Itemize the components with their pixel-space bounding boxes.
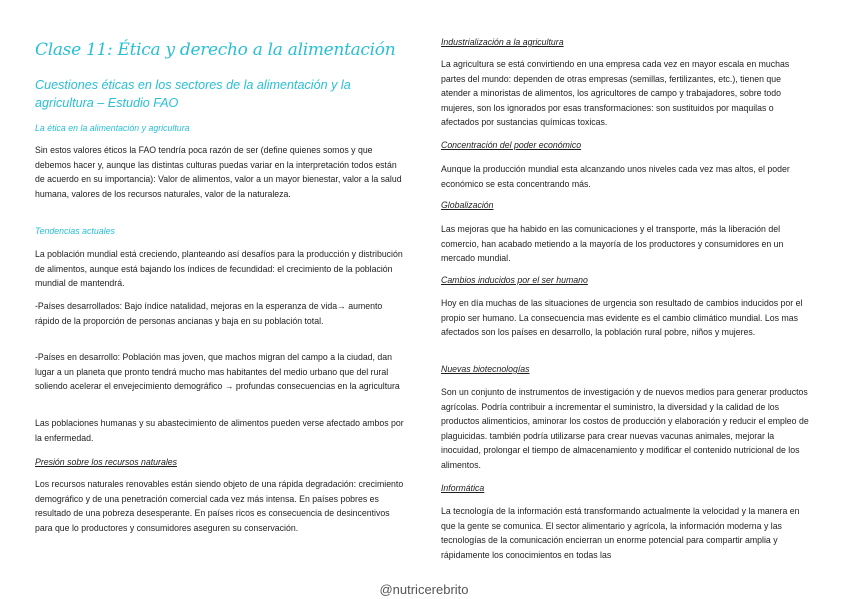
section-label-trends: Tendencias actuales <box>35 226 115 236</box>
heading-economic-power: Concentración del poder económico <box>441 140 582 150</box>
page-title: Clase 11: Ética y derecho a la alimentación <box>35 40 396 60</box>
paragraph-natural-resources: Los recursos naturales renovables están siendo objeto de una rápida degradación: crecimiento demográfico y de una penetración comercial cada vez más intensa. En países pobres es resultado de una pobreza desesperante. En países ricos es consecuencia de desincentivos para que lo productores y consumidores aseguren su conservación. <box>35 479 404 533</box>
paragraph-informatics: La tecnología de la información está transformando actualmente la velocidad y la manera en que la gente se comunica. El sector alimentario y agrícola, la información moderna y las tecnologías de la comunicación encierran un enorme potencial para compartir amplia y rápidamente los conocimientos en todas las <box>441 506 800 560</box>
heading-industrialization: Industrialización a la agricultura <box>441 37 564 47</box>
heading-human-induced-changes: Cambios inducidos por el ser humano <box>441 275 588 285</box>
paragraph-disease: Las poblaciones humanas y su abastecimiento de alimentos pueden verse afectado ambos por la enfermedad. <box>35 418 404 443</box>
document-subtitle: Cuestiones éticas en los sectores de la alimentación y la agricultura – Estudio FAO <box>35 78 351 110</box>
paragraph-globalization: Las mejoras que ha habido en las comunicaciones y el transporte, más la liberación del comercio, han acabado metiendo a la mayoría de los productores y consumidores en un mercado mundial. <box>441 224 784 264</box>
heading-biotechnology: Nuevas biotecnologías <box>441 364 530 374</box>
paragraph-human-induced-changes: Hoy en día muchas de las situaciones de urgencia son resultado de cambios inducidos por el propio ser humano. La consecuencia mas evidente es el cambio climático mundial. Los mas afectados son los países en desarrollo, la población rural pobre, niños y mujeres. <box>441 298 803 338</box>
paragraph-developed-countries: -Países desarrollados: Bajo índice natalidad, mejoras en la esperanza de vida→ aumento rápido de la proporción de personas ancianas y baja en su población total. <box>35 301 383 326</box>
paragraph-biotechnology: Son un conjunto de instrumentos de investigación y de nuevos medios para generar productos agrícolas. Podría contribuir a incrementar el suministro, la diversidad y la calidad de los productos alimenticios, aminorar los costos de producción y elaboración y reducir el empleo de plaguicidas. también podría utilizarse para crear nuevas vacunas animales, mejorar la inocuidad, prolongar el tiempo de almacenamiento y modificar el contenido nutricional de los alimentos. <box>441 387 809 470</box>
heading-informatics: Informática <box>441 483 485 493</box>
footer-watermark: @nutricerebrito <box>379 582 469 597</box>
paragraph-developing-countries: -Países en desarrollo: Población mas joven, que machos migran del campo a la ciudad, dan lugar a un planeta que pronto tendrá mucho mas habitantes del medio urbano que del rural soliendo acelerar el envejecimiento demográfico → profundas consecuencias en la agricultura <box>35 352 400 392</box>
paragraph-ethics: Sin estos valores éticos la FAO tendría poca razón de ser (define quienes somos y que debemos hacer y, aunque las distintas culturas puedas variar en la interpretación todos están de acuerdo en su importancia): Valor de alimentos, valor a un mayor bienestar, valor a la salud humana, valores de los recursos naturales, valor de la naturaleza. <box>35 145 402 199</box>
paragraph-industrialization: La agricultura se está convirtiendo en una empresa cada vez en mayor escala en muchas partes del mundo: dependen de otras empresas (semillas, fertilizantes, etc.), tienen que atender a minoristas de alimentos, los agricultores de campo y trabajadores, sobre todo mujeres, son los ignorados por esas transformaciones: son sustituidos por maquilas o afectados por sustancias químicas toxicas. <box>441 59 790 128</box>
paragraph-population: La población mundial está creciendo, planteando así desafíos para la producción y distribución de alimentos, aunque está bajando los índices de fecundidad: el crecimiento de la población mundial de mantendrá. <box>35 249 403 289</box>
heading-natural-resources: Presión sobre los recursos naturales <box>35 457 178 467</box>
heading-globalization: Globalización <box>441 200 494 210</box>
section-label-ethics: La ética en la alimentación y agricultura <box>35 123 190 133</box>
paragraph-economic-power: Aunque la producción mundial esta alcanzando unos niveles cada vez mas altos, el poder económico se esta concentrando más. <box>441 164 790 189</box>
